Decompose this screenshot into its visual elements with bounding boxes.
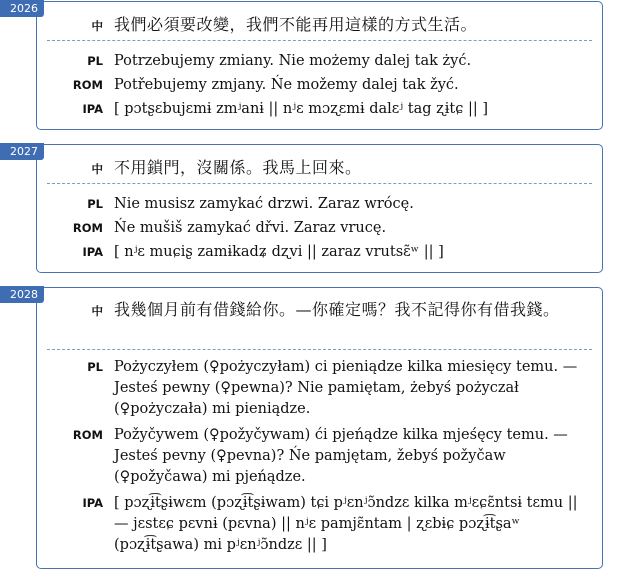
entry-card [36, 144, 603, 273]
entry-card [36, 287, 603, 569]
ipa-label: IPA [82, 496, 103, 510]
romanized-sentence: Požyčywem (♀požyčywam) ći pjeńądze kilka mjeśęcy temu. — Jesteś pevny (♀pevna)? Ńe pamjętam, žebyś požyčaw (♀požyčawa) mi pjeńądze. [114, 427, 568, 485]
romanized-sentence: Ńe mušiš zamykać dřvi. Zaraz vrucę. [114, 220, 387, 236]
zh-label: 中 [91, 19, 103, 33]
zh-label: 中 [91, 162, 103, 176]
ipa-transcription: [ pɔtʂɛbujɛmɨ zmʲanɨ || nʲɛ mɔʐɛmɨ dalɛʲ tag ʐɨtɕ || ] [114, 101, 488, 117]
entry-number-badge: 2026 [0, 0, 44, 17]
ipa-transcription: [ pɔʐɨ͡tʂɨwɛm (pɔʐɨ͡tʂɨwam) tɕi pʲɛnʲɔ̃ndzɛ kilka mʲɛɕɛ̃ntsɨ tɛmu || — jɛstɛɕ pɛvnɨ (pɛvna) || nʲɛ pamjɛ̃ntam | ʐɛbɨɕ pɔʐɨ͡tʂaʷ (pɔʐɨ͡tʂawa) mi pʲɛnʲɔ̃ndzɛ || ] [114, 495, 578, 553]
separator [47, 183, 592, 184]
pl-label: PL [87, 54, 103, 68]
entry-number-badge: 2028 [0, 286, 44, 303]
rom-label: ROM [72, 78, 103, 92]
separator [47, 349, 592, 350]
pl-label: PL [87, 197, 103, 211]
chinese-sentence: 不用鎖門，沒關係。我馬上回來。 [114, 158, 362, 177]
entry-number-badge: 2027 [0, 143, 44, 160]
polish-sentence: Pożyczyłem (♀pożyczyłam) ci pieniądze kilka miesięcy temu. — Jesteś pewny (♀pewna)? Nie pamiętam, żebyś pożyczał (♀pożyczała) mi pieniądze. [114, 359, 578, 417]
separator [47, 40, 592, 41]
chinese-sentence: 我幾個月前有借錢給你。—你確定嗎？我不記得你有借我錢。 [114, 300, 560, 319]
rom-label: ROM [72, 221, 103, 235]
entry-card [36, 1, 603, 130]
polish-sentence: Potrzebujemy zmiany. Nie możemy dalej tak żyć. [114, 53, 472, 69]
romanized-sentence: Potřebujemy zmjany. Ńe možemy dalej tak žyć. [114, 77, 459, 93]
ipa-label: IPA [82, 102, 103, 116]
ipa-label: IPA [82, 245, 103, 259]
chinese-sentence: 我們必須要改變，我們不能再用這樣的方式生活。 [114, 15, 478, 34]
polish-sentence: Nie musisz zamykać drzwi. Zaraz wrócę. [114, 196, 414, 212]
ipa-transcription: [ nʲɛ muɕiʂ zamɨkadʑ dʐvi || zaraz vrutsɛ̃ʷ || ] [114, 244, 444, 260]
zh-label: 中 [91, 304, 103, 318]
rom-label: ROM [72, 428, 103, 442]
pl-label: PL [87, 360, 103, 374]
